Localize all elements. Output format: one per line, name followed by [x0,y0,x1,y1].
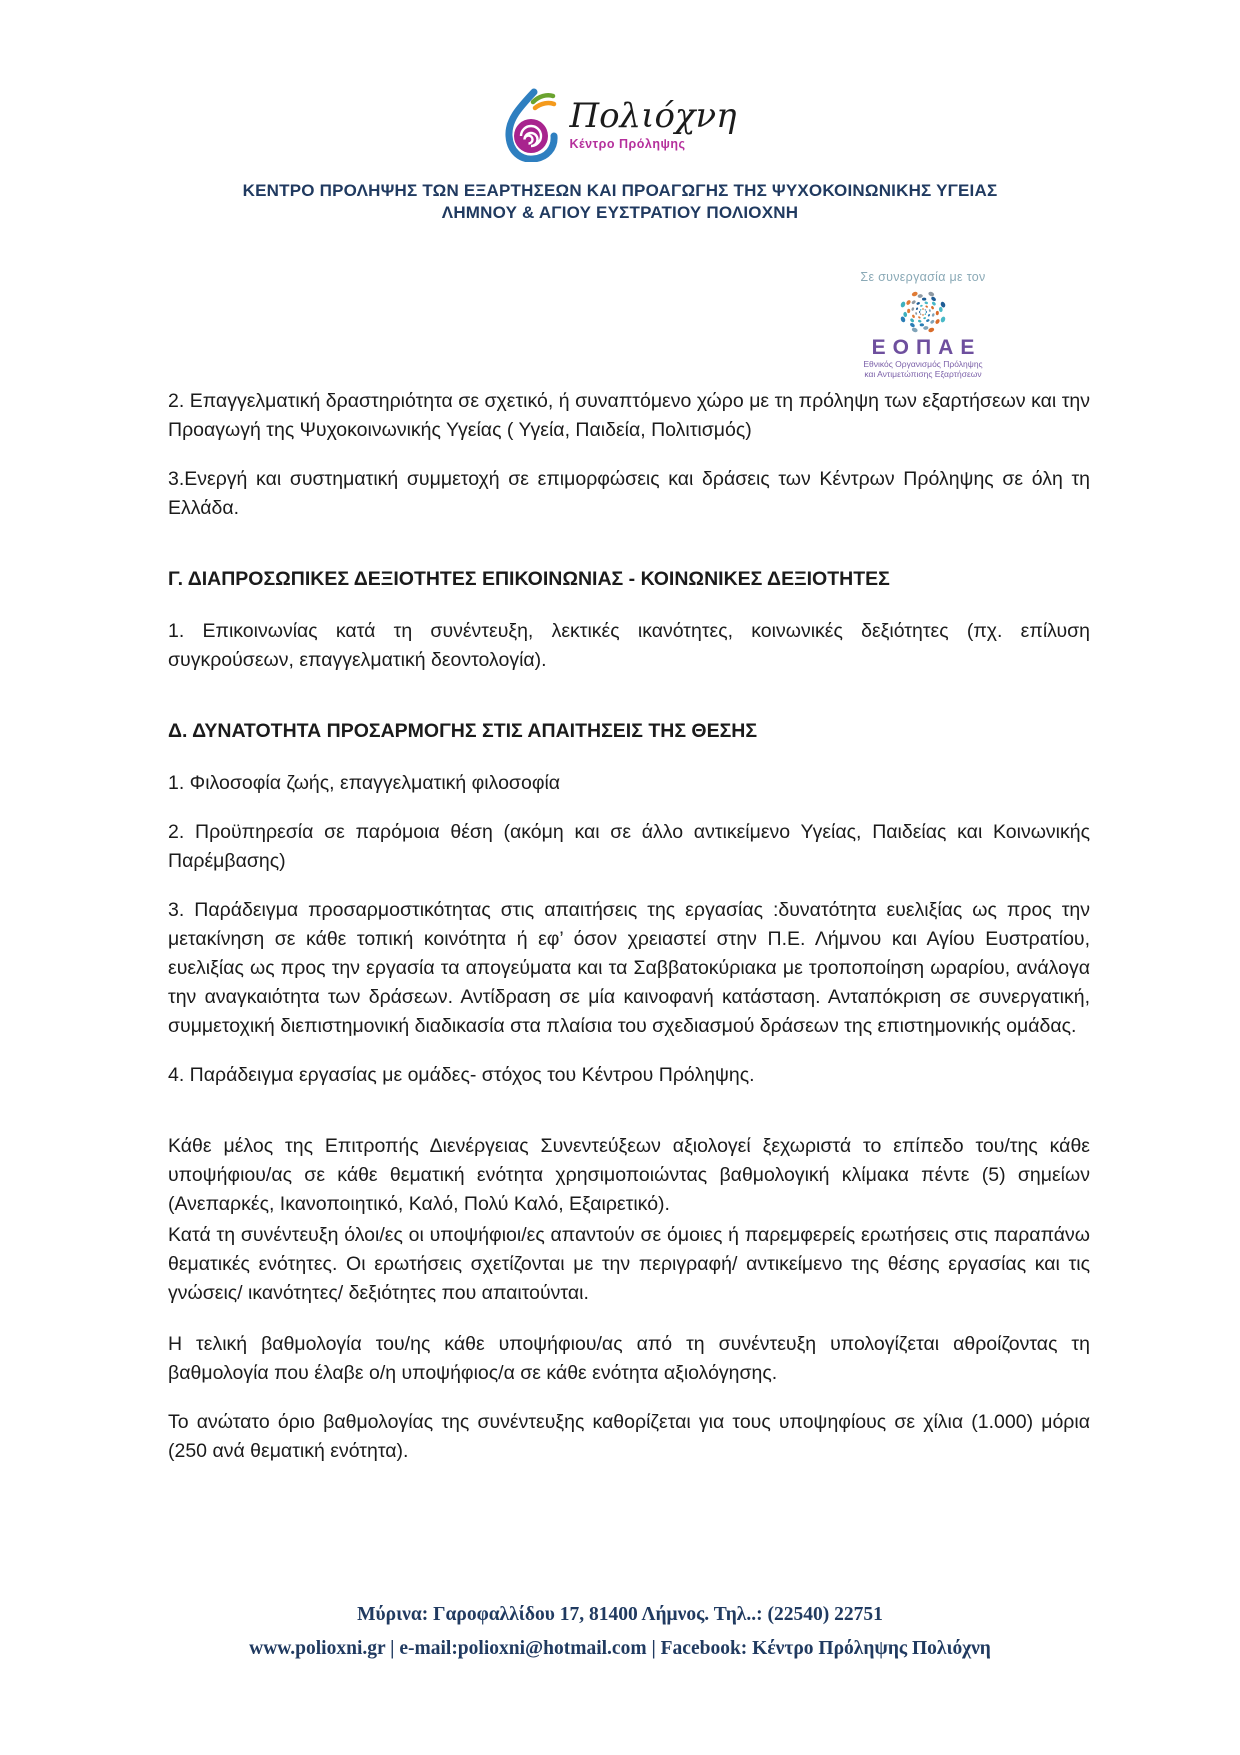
page-title-line-2: ΛΗΜΝΟΥ & ΑΓΙΟΥ ΕΥΣΤΡΑΤΙΟΥ ΠΟΛΙΟΧΝΗ [441,203,799,222]
polioxni-spiral-icon [503,88,561,167]
section-heading: Δ. ΔΥΝΑΤΟΤΗΤΑ ΠΡΟΣΑΡΜΟΓΗΣ ΣΤΙΣ ΑΠΑΙΤΗΣΕΙΣ ΤΗΣ ΘΕΣΗΣ [168,720,758,742]
body-paragraph: Κατά τη συνέντευξη όλοι/ες οι υποψήφιοι/ες απαντούν σε όμοιες ή παρεμφερείς ερωτήσεις στις παραπάνω θεματικές ενότητες. Οι ερωτήσεις σχετίζονται με την περιγραφή/ αντικείμενο της θέσης εργασίας και τις γνώσεις/ ικανότητες/ δεξιότητες που απαιτούνται. [168,1224,1090,1304]
body-paragraph: Κάθε μέλος της Επιτροπής Διενέργειας Συνεντεύξεων αξιολογεί ξεχωριστά το επίπεδο του/της κάθε υποψήφιου/ας σε κάθε θεματική ενότητα χρησιμοποιώντας βαθμολογική κλίμακα πέντε (5) σημείων (Ανεπαρκές, Ικανοποιητικό, Καλό, Πολύ Καλό, Εξαιρετικό). [168,1135,1090,1215]
body-paragraph: 3. Παράδειγμα προσαρμοστικότητας στις απαιτήσεις της εργασίας :δυνατότητα ευελιξίας ως προς την μετακίνηση σε κάθε τοπική κοινότητα ή εφ’ όσον χρειαστεί στην Π.Ε. Λήμνου και Αγίου Ευστρατίου, ευελιξίας ως προς την εργασία τα απογεύματα και τα Σαββατοκύριακα με τροποποίηση ωραρίου, ανάλογα την αναγκαιότητα των δράσεων. Αντίδραση σε μία καινοφανή κατάσταση. Ανταπόκριση σε συνεργατική, συμμετοχική διεπιστημονική διαδικασία στα πλαίσια του σχεδιασμού δράσεων της επιστημονικής ομάδας. [168,899,1090,1037]
brand-name: Πολιόχνη [569,96,737,136]
brand-tagline: Κέντρο Πρόληψης [569,137,686,151]
body-paragraph: 3.Ενεργή και συστηματική συμμετοχή σε επιμορφώσεις και δράσεις των Κέντρων Πρόληψης σε όλη τη Ελλάδα. [168,468,1090,519]
eopae-logo-text: ΕΟΠΑΕ [871,336,982,359]
footer-address-line: Μύρινα: Γαροφαλλίδου 17, 81400 Λήμνος. Τηλ..: (22540) 22751 [357,1604,883,1625]
body-paragraph: 2. Επαγγελματική δραστηριότητα σε σχετικό, ή συναπτόμενο χώρο με τη πρόληψη των εξαρτήσεων και την Προαγωγή της Ψυχοκοινωνικής Υγείας ( Υγεία, Παιδεία, Πολιτισμός) [168,390,1090,441]
section-heading: Γ. ΔΙΑΠΡΟΣΩΠΙΚΕΣ ΔΕΞΙΟΤΗΤΕΣ ΕΠΙΚΟΙΝΩΝΙΑΣ - ΚΟΙΝΩΝΙΚΕΣ ΔΕΞΙΟΤΗΤΕΣ [168,568,890,590]
footer-contact-line: www.polioxni.gr | e-mail:polioxni@hotmail.com | Facebook: Κέντρο Πρόληψης Πολιόχνη [249,1638,991,1659]
eopae-subtext-line-1: Εθνικός Οργανισμός Πρόληψης [863,359,983,369]
body-paragraph: Η τελική βαθμολογία του/ης κάθε υποψήφιου/ας από τη συνέντευξη υπολογίζεται αθροίζοντας τη βαθμολογία που έλαβε ο/η υποψήφιος/α σε κάθε ενότητα αξιολόγησης. [168,1333,1090,1384]
partner-label: Σε συνεργασία με τον [860,270,986,284]
eopae-dot-spiral-icon [881,287,965,337]
body-paragraph: 1. Επικοινωνίας κατά τη συνέντευξη, λεκτικές ικανότητες, κοινωνικές δεξιότητες (πχ. επίλυση συγκρούσεων, επαγγελματική δεοντολογία). [168,620,1090,671]
page-title [0,180,1240,224]
body-paragraph: 2. Προϋπηρεσία σε παρόμοια θέση (ακόμη και σε άλλο αντικείμενο Υγείας, Παιδείας και Κοινωνικής Παρέμβασης) [168,821,1090,872]
brand-logo [0,0,1240,167]
page-title-line-1: ΚΕΝΤΡΟ ΠΡΟΛΗΨΗΣ ΤΩΝ ΕΞΑΡΤΗΣΕΩΝ ΚΑΙ ΠΡΟΑΓΩΓΗΣ ΤΗΣ ΨΥΧΟΚΟΙΝΩΝΙΚΗΣ ΥΓΕΙΑΣ [242,181,998,200]
body-paragraph: 4. Παράδειγμα εργασίας με ομάδες- στόχος του Κέντρου Πρόληψης. [168,1064,755,1086]
partner-block [838,270,1008,379]
page-footer [0,1598,1240,1666]
eopae-subtext-line-2: και Αντιμετώπισης Εξαρτήσεων [864,369,982,379]
document-body [0,387,1240,1466]
body-paragraph: 1. Φιλοσοφία ζωής, επαγγελματική φιλοσοφία [168,772,561,794]
brand-text [569,98,736,151]
body-paragraph: Το ανώτατο όριο βαθμολογίας της συνέντευξης καθορίζεται για τους υποψηφίους σε χίλια (1.000) μόρια (250 ανά θεματική ενότητα). [168,1411,1090,1462]
